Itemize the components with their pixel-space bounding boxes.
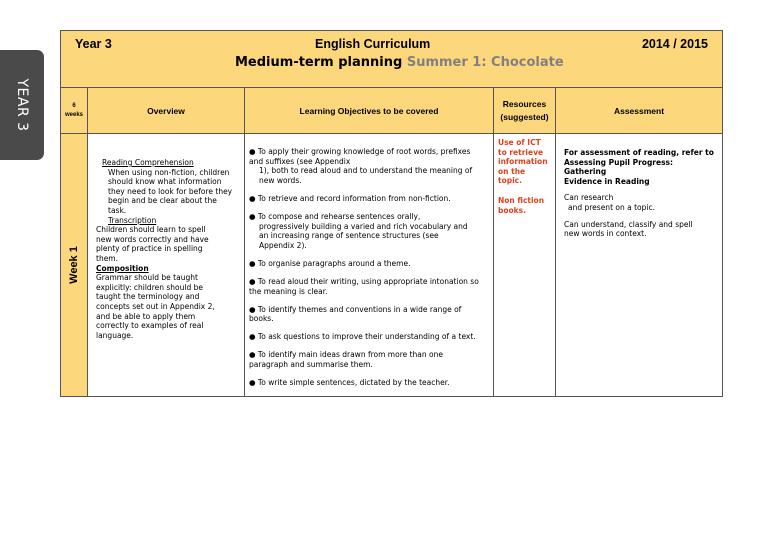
week-1-cell [60, 133, 88, 397]
reading-text-line: When using non-fiction, children [108, 167, 230, 177]
composition-heading: Composition [96, 263, 149, 273]
week-label: Week 1 [68, 246, 80, 284]
weeks-count: 6 [72, 103, 76, 110]
overview-header [87, 87, 245, 134]
composition-text-line: concepts set out in Appendix 2, [96, 301, 215, 311]
composition-text-line: and be able to apply them [96, 311, 196, 321]
objectives-header-label: Learning Objectives to be covered [299, 105, 439, 116]
objective-item: ● To organise paragraphs around a theme. [249, 258, 411, 268]
assessment-header [555, 87, 723, 134]
weeks-header [60, 87, 88, 134]
title-topic: Summer 1: Chocolate [406, 55, 564, 70]
subject-label: English Curriculum [315, 37, 431, 51]
overview-cell [87, 133, 245, 397]
resource-books: Non fiction books. [498, 195, 545, 215]
transcription-text-line: new words correctly and have [96, 234, 209, 244]
objective-item: ● To read aloud their writing, using appropriate intonation so the meaning is clear. [249, 276, 479, 296]
objective-item: ● To write simple sentences, dictated by the teacher. [249, 378, 450, 388]
side-tab-label: YEAR 3 [14, 78, 30, 132]
reading-text-line: begin and be clear about the [108, 196, 217, 206]
resource-ict: Use of ICT to retrieve information on the topic. [498, 138, 548, 186]
composition-text-line: taught the terminology and [96, 292, 200, 302]
objectives-cell [244, 133, 494, 397]
page-title [235, 55, 564, 70]
objective-item: ● To compose and rehearse sentences orally, progressively building a varied and rich vocabulary and an increasing range of sentence structures (see Appendix 2). [249, 211, 468, 250]
assessment-cell [555, 133, 723, 397]
plan-header [60, 30, 723, 88]
objective-item: ● To apply their growing knowledge of root words, prefixes and suffixes (see Appendix 1), both to read aloud and to understand the meaning of new words. [249, 147, 473, 185]
title-main: Medium-term planning [235, 55, 403, 70]
resources-cell [493, 133, 556, 397]
objectives-header [244, 87, 494, 134]
year-side-tab [0, 50, 44, 160]
resources-header-sub: (suggested) [500, 111, 549, 122]
resources-header-label: Resources [502, 98, 547, 109]
objective-item: ● To retrieve and record information from non-fiction. [249, 193, 451, 203]
resources-header [493, 87, 556, 134]
weeks-word: weeks [64, 111, 83, 118]
transcription-heading: Transcription [108, 215, 157, 225]
objective-item: ● To identify themes and conventions in a wide range of books. [249, 304, 462, 324]
objective-item: ● To identify main ideas drawn from more than one paragraph and summarise them. [249, 350, 443, 369]
composition-text-line: Grammar should be taught [96, 273, 198, 283]
assessment-item: Can research and present on a topic. [564, 193, 655, 212]
objective-item: ● To ask questions to improve their understanding of a text. [249, 332, 476, 342]
composition-text-line: language. [96, 330, 134, 340]
transcription-text-line: plenty of practice in spelling [96, 244, 203, 254]
reading-heading: Reading Comprehension [102, 158, 194, 167]
transcription-text-line: them. [96, 253, 118, 263]
year-label: Year 3 [75, 37, 112, 51]
assessment-header-label: Assessment [613, 105, 665, 116]
overview-header-label: Overview [147, 105, 185, 116]
reading-text-line: they need to look for before they [108, 186, 233, 196]
composition-text-line: correctly to examples of real [96, 321, 204, 331]
reading-text-line: should know what information [108, 177, 222, 187]
reading-text-line: task. [108, 205, 127, 215]
assessment-item: Can understand, classify and spell new words in context. [564, 219, 693, 239]
composition-text-line: explicitly: children should be [96, 282, 203, 292]
assessment-heading: For assessment of reading, refer to Assessing Pupil Progress: Gathering Evidence in Reading [564, 148, 714, 186]
transcription-text-line: Children should learn to spell [96, 225, 206, 235]
school-year-label: 2014 / 2015 [641, 37, 708, 51]
